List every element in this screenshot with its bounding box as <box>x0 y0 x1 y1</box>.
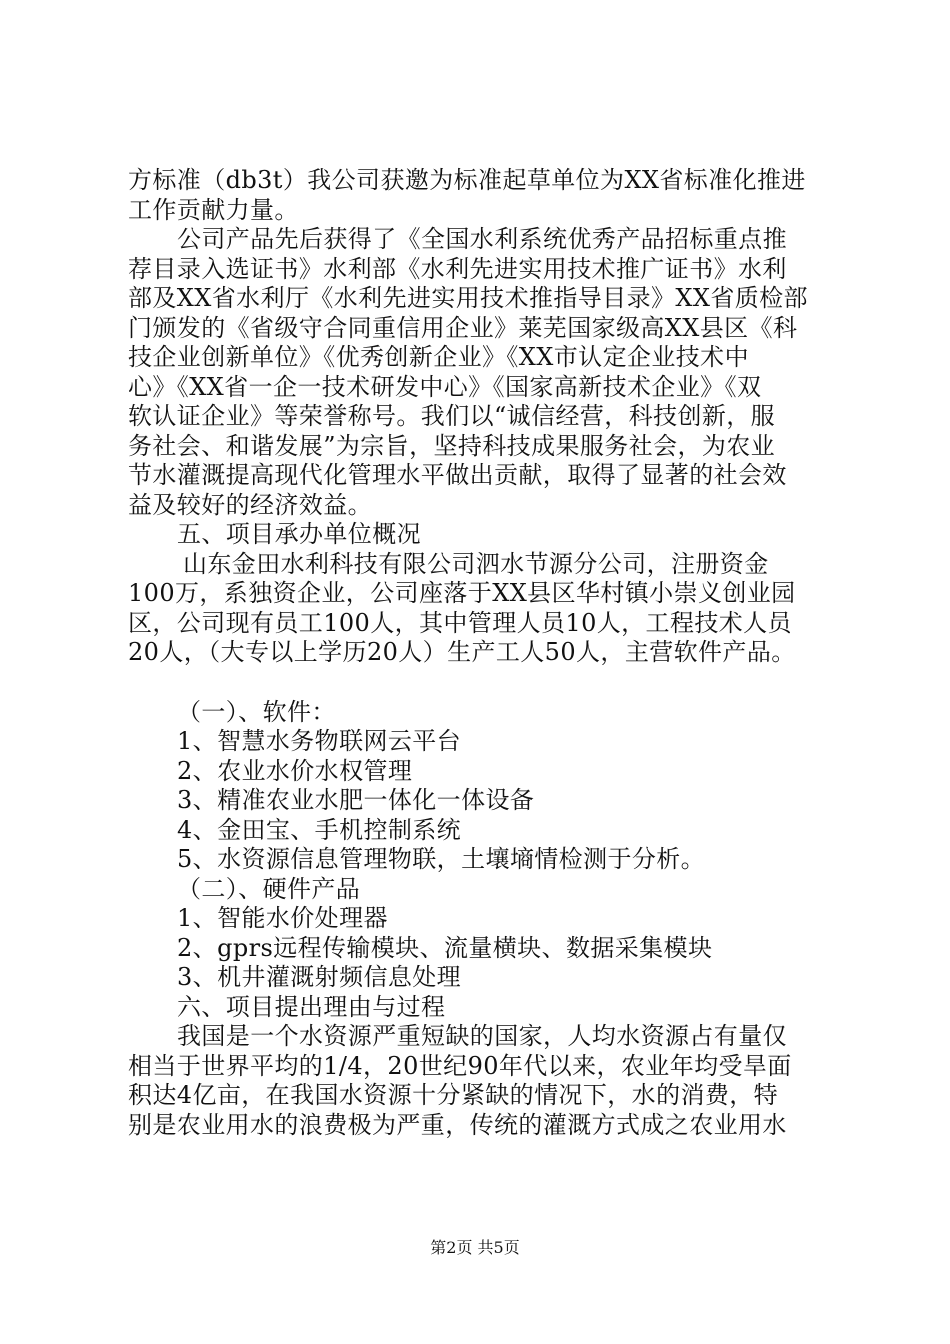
text-line: 心》《XX省一企一技术研发中心》《国家高新技术企业》《双 <box>128 372 762 401</box>
subsection-heading: （二）、硬件产品 <box>177 874 361 903</box>
section-heading: 六、项目提出理由与过程 <box>177 992 446 1021</box>
list-item: 5、水资源信息管理物联，土壤墒情检测于分析。 <box>177 845 706 873</box>
text-line: 别是农业用水的浪费极为严重，传统的灌溉方式成之农业用水 <box>128 1110 787 1139</box>
text-line: 区，公司现有员工100人，其中管理人员10人，工程技术人员 <box>128 608 792 637</box>
text-line: 节水灌溉提高现代化管理水平做出贡献，取得了显著的社会效 <box>128 461 787 489</box>
list-item: 1、智能水价处理器 <box>177 904 388 932</box>
list-item: 3、机井灌溉射频信息处理 <box>177 963 462 991</box>
document-body <box>128 166 828 1140</box>
text-line: 方标准（db3t）我公司获邀为标准起草单位为XX省标准化推进 <box>128 166 806 194</box>
list-item: 3、精准农业水肥一体化一体设备 <box>177 786 535 814</box>
section-heading: 五、项目承办单位概况 <box>177 520 421 548</box>
subsection-heading: （一）、软件： <box>177 697 336 726</box>
list-item: 4、金田宝、手机控制系统 <box>177 815 462 844</box>
text-line: 务社会、和谐发展”为宗旨，坚持科技成果服务社会，为农业 <box>128 431 776 460</box>
text-line: 门颁发的《省级守合同重信用企业》莱芜国家级高XX县区《科 <box>128 313 798 342</box>
text-line: 积达4亿亩，在我国水资源十分紧缺的情况下，水的消费，特 <box>128 1081 779 1109</box>
paragraph-start-line: 山东金田水利科技有限公司泗水节源分公司，注册资金 <box>183 549 769 578</box>
text-line: 益及较好的经济效益。 <box>128 490 372 519</box>
blank-line <box>128 668 828 698</box>
paragraph-start-line: 公司产品先后获得了《全国水利系统优秀产品招标重点推 <box>177 225 787 253</box>
text-line: 相当于世界平均的1/4，20世纪90年代以来，农业年均受旱面 <box>128 1051 792 1080</box>
page-number-footer: 第2页 共5页 <box>430 1238 520 1257</box>
list-item: 2、农业水价水权管理 <box>177 756 413 785</box>
text-line: 软认证企业》等荣誉称号。我们以“诚信经营，科技创新，服 <box>128 402 776 430</box>
text-line: 荐目录入选证书》水利部《水利先进实用技术推广证书》水利 <box>128 254 787 283</box>
text-line: 部及XX省水利厅《水利先进实用技术推指导目录》XX省质检部 <box>128 284 808 312</box>
text-line: 100万，系独资企业，公司座落于XX县区华村镇小崇义创业园 <box>128 579 796 607</box>
text-line: 技企业创新单位》《优秀创新企业》《XX市认定企业技术中 <box>128 343 749 371</box>
list-item: 1、智慧水务物联网云平台 <box>177 727 462 755</box>
list-item: 2、gprs远程传输模块、流量横块、数据采集模块 <box>177 933 713 962</box>
text-line: 20人，（大专以上学历20人）生产工人50人，主营软件产品。 <box>128 638 796 666</box>
text-line: 工作贡献力量。 <box>128 195 299 224</box>
paragraph-start-line: 我国是一个水资源严重短缺的国家，人均水资源占有量仅 <box>177 1022 787 1050</box>
